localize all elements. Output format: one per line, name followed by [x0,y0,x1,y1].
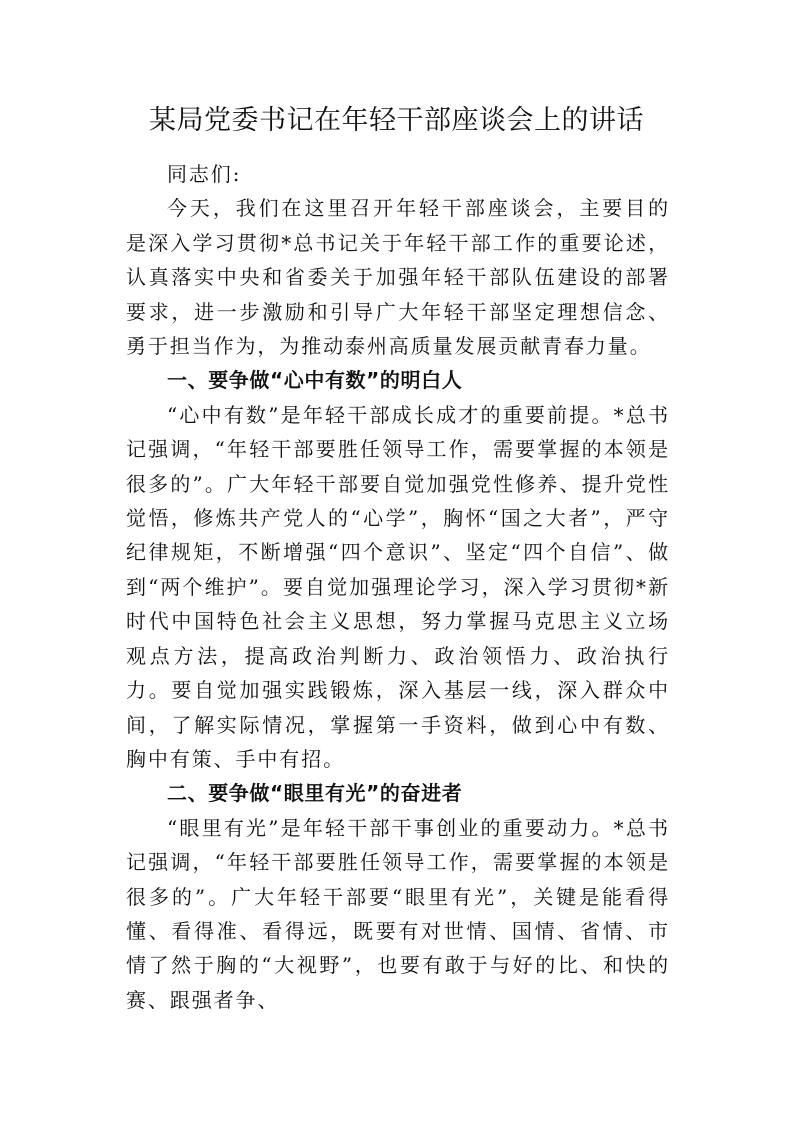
section-heading-2: 二、要争做“眼里有光”的奋进者 [167,781,463,806]
salutation: 同志们: [167,162,242,186]
section-paragraph-2: “眼里有光”是年轻干部干事创业的重要动力。*总书记强调，“年轻干部要胜任领导工作，需要掌握的本领是很多的”。广大年轻干部要“眼里有光”，关键是能看得懂、看得准、看得远，既要有对世情、国情、省情、市情了然于胸的“大视野”，也要有敢于与好的比、和快的赛、跟强者争、 [126,815,670,1012]
document-title: 某局党委书记在年轻干部座谈会上的讲话 [149,105,644,136]
section-paragraph-1: “心中有数”是年轻干部成长成才的重要前提。*总书记强调，“年轻干部要胜任领导工作，需要掌握的本领是很多的”。广大年轻干部要自觉加强党性修养、提升党性觉悟，修炼共产党人的“心学”，胸怀“国之大者”，严守纪律规矩，不断增强“四个意识”、坚定“四个自信”、做到“两个维护”。要自觉加强理论学习，深入学习贯彻*新时代中国特色社会主义思想，努力掌握马克思主义立场观点方法，提高政治判断力、政治领悟力、政治执行力。要自觉加强实践锻炼，深入基层一线，深入群众中间，了解实际情况，掌握第一手资料，做到心中有数、胸中有策、手中有招。 [126,402,670,771]
section-heading-1: 一、要争做“心中有数”的明白人 [167,368,463,393]
intro-paragraph: 今天，我们在这里召开年轻干部座谈会，主要目的是深入学习贯彻*总书记关于年轻干部工作的重要论述，认真落实中央和省委关于加强年轻干部队伍建设的部署要求，进一步激励和引导广大年轻干部坚定理想信念、勇于担当作为，为推动泰州高质量发展贡献青春力量。 [126,196,670,359]
document-body [126,157,670,1017]
